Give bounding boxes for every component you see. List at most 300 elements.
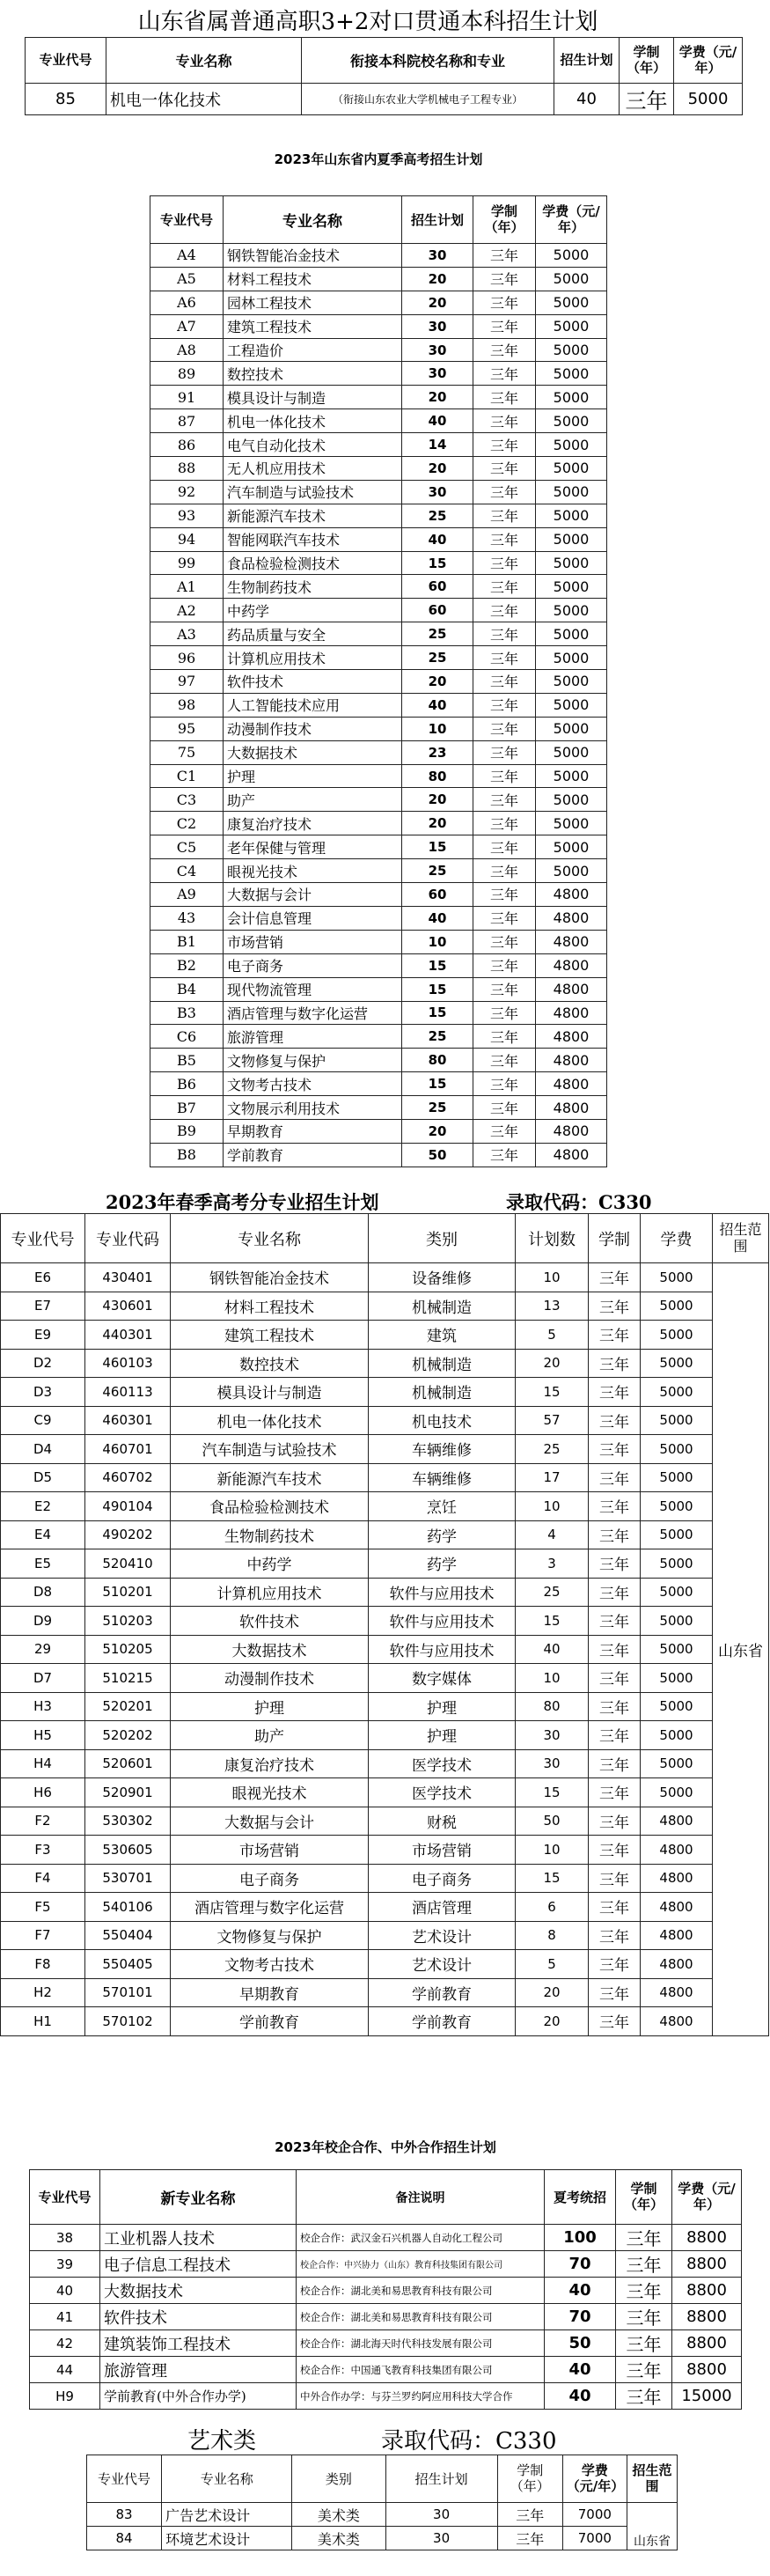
cell-years: 三年 xyxy=(589,1520,641,1549)
cell-name: 学前教育 xyxy=(224,1143,402,1167)
cell-plan: 20 xyxy=(516,1978,589,2007)
cell-plan: 10 xyxy=(516,1836,589,1865)
cell-name: 旅游管理 xyxy=(100,2357,297,2383)
cell-plan: 15 xyxy=(402,551,473,575)
cell-years: 三年 xyxy=(589,1549,641,1579)
header-cell: 学费（元/年） xyxy=(672,2170,742,2225)
table-row xyxy=(30,2357,742,2383)
table-row xyxy=(1,1520,769,1549)
cell-fee: 5000 xyxy=(536,788,607,812)
cell-plan: 10 xyxy=(516,1664,589,1693)
cell-plan: 15 xyxy=(402,1072,473,1096)
cell-plan: 25 xyxy=(402,859,473,883)
cell-code: 87 xyxy=(150,409,224,433)
cell-fee: 5000 xyxy=(536,291,607,314)
cell-note: 校企合作：湖北海天时代科技发展有限公司 xyxy=(297,2330,545,2357)
section-title: 2023年校企合作、中外合作招生计划 xyxy=(275,2139,496,2155)
cell-code: B2 xyxy=(150,953,224,977)
cell-years: 三年 xyxy=(473,764,536,788)
cell-plan: 23 xyxy=(402,740,473,764)
cell-years: 三年 xyxy=(589,1921,641,1950)
cell-code: 96 xyxy=(150,646,224,670)
cell-plan: 20 xyxy=(402,386,473,409)
cell-category: 护理 xyxy=(369,1721,516,1750)
cell-code: C3 xyxy=(150,788,224,812)
table-row xyxy=(1,1635,769,1664)
cell-years: 三年 xyxy=(589,1263,641,1292)
table-row xyxy=(1,1692,769,1721)
header-cell: 专业代号 xyxy=(87,2455,162,2503)
table-row xyxy=(150,646,607,670)
cell-code: B7 xyxy=(150,1096,224,1120)
cell-name: 电子商务 xyxy=(171,1864,369,1893)
cell-years: 三年 xyxy=(589,1321,641,1350)
cell-code: 85 xyxy=(26,84,106,115)
table-row xyxy=(150,433,607,457)
cell-code: A2 xyxy=(150,599,224,622)
cell-fee: 5000 xyxy=(641,1749,713,1778)
cell-fee: 5000 xyxy=(536,527,607,551)
cell-name: 新能源汽车技术 xyxy=(171,1463,369,1492)
cell-name: 动漫制作技术 xyxy=(171,1664,369,1693)
cell-years: 三年 xyxy=(616,2225,672,2251)
cell-years: 三年 xyxy=(589,1292,641,1321)
cell-years: 三年 xyxy=(473,788,536,812)
cell-code: A1 xyxy=(150,575,224,599)
cell-fee: 5000 xyxy=(641,1406,713,1435)
header-cell: 专业名称 xyxy=(106,38,302,84)
cell-years: 三年 xyxy=(473,599,536,622)
cell-category: 酒店管理 xyxy=(369,1893,516,1922)
header-cell: 计划数 xyxy=(516,1214,589,1263)
cell-category: 医学技术 xyxy=(369,1749,516,1778)
table-row xyxy=(150,1025,607,1049)
table-row xyxy=(1,1607,769,1636)
cell-category: 软件与应用技术 xyxy=(369,1607,516,1636)
cell-category: 设备维修 xyxy=(369,1263,516,1292)
table-row xyxy=(150,740,607,764)
cell-plan: 20 xyxy=(402,812,473,835)
cell-fee: 5000 xyxy=(536,835,607,859)
cell-plan: 30 xyxy=(402,480,473,504)
cell-region: 山东省 xyxy=(627,2503,677,2550)
table-row xyxy=(150,812,607,835)
table-row xyxy=(150,977,607,1001)
cell-fee: 4800 xyxy=(536,883,607,907)
cell-years: 三年 xyxy=(589,1950,641,1979)
cell-fee: 5000 xyxy=(536,717,607,740)
table-row xyxy=(1,1721,769,1750)
cell-code: A5 xyxy=(150,267,224,291)
header-cell: 专业代号 xyxy=(30,2170,100,2225)
cell-years: 三年 xyxy=(589,1635,641,1664)
cell-name: 计算机应用技术 xyxy=(171,1578,369,1607)
cell-fee: 5000 xyxy=(641,1692,713,1721)
table-row xyxy=(1,1406,769,1435)
table-row xyxy=(150,764,607,788)
cell-years: 三年 xyxy=(473,693,536,717)
cell-fee: 5000 xyxy=(641,1635,713,1664)
table-row xyxy=(30,2304,742,2330)
cell-name: 护理 xyxy=(171,1692,369,1721)
cell-fee: 5000 xyxy=(536,314,607,338)
cell-major-code: 530302 xyxy=(85,1807,171,1836)
cell-category: 车辆维修 xyxy=(369,1435,516,1464)
cell-name: 模具设计与制造 xyxy=(171,1378,369,1407)
header-cell: 专业名称 xyxy=(162,2455,292,2503)
cell-plan: 30 xyxy=(402,362,473,386)
cell-code: D3 xyxy=(1,1378,85,1407)
cell-fee: 5000 xyxy=(536,457,607,481)
cell-name: 电气自动化技术 xyxy=(224,433,402,457)
cell-note: 校企合作：中兴协力（山东）教育科技集团有限公司 xyxy=(297,2251,545,2278)
cell-name: 智能网联汽车技术 xyxy=(224,527,402,551)
cell-name: 工业机器人技术 xyxy=(100,2225,297,2251)
cell-code: A8 xyxy=(150,338,224,362)
header-cell: 专业名称 xyxy=(171,1214,369,1263)
header-cell: 学制（年） xyxy=(620,38,674,84)
cell-years: 三年 xyxy=(473,433,536,457)
cell-plan: 10 xyxy=(516,1263,589,1292)
cell-category: 学前教育 xyxy=(369,2007,516,2036)
cell-plan: 8 xyxy=(516,1921,589,1950)
table-row xyxy=(1,1664,769,1693)
cell-plan: 3 xyxy=(516,1549,589,1579)
cell-fee: 8800 xyxy=(672,2330,742,2357)
cell-years: 三年 xyxy=(589,1721,641,1750)
cell-code: 39 xyxy=(30,2251,100,2278)
header-cell: 招生计划 xyxy=(554,38,620,84)
table-row xyxy=(150,267,607,291)
cell-plan: 15 xyxy=(516,1778,589,1807)
cell-plan: 25 xyxy=(402,504,473,527)
cell-major-code: 510215 xyxy=(85,1664,171,1693)
cell-plan: 40 xyxy=(402,409,473,433)
header-cell: 招生计划 xyxy=(402,196,473,244)
cell-fee: 5000 xyxy=(536,244,607,268)
table-row xyxy=(30,2278,742,2304)
cell-plan: 30 xyxy=(516,1749,589,1778)
cell-years: 三年 xyxy=(589,1406,641,1435)
cell-name: 环境艺术设计 xyxy=(162,2527,292,2550)
cell-name: 电子商务 xyxy=(224,953,402,977)
cell-fee: 5000 xyxy=(536,575,607,599)
cell-name: 文物修复与保护 xyxy=(224,1049,402,1072)
cell-name: 生物制药技术 xyxy=(224,575,402,599)
cell-fee: 5000 xyxy=(536,409,607,433)
cell-category: 艺术设计 xyxy=(369,1950,516,1979)
cell-name: 机电一体化技术 xyxy=(224,409,402,433)
cell-fee: 5000 xyxy=(536,599,607,622)
cell-fee: 5000 xyxy=(641,1721,713,1750)
header-cell: 学制（年） xyxy=(616,2170,672,2225)
cell-name: 新能源汽车技术 xyxy=(224,504,402,527)
table-row xyxy=(1,1492,769,1521)
cell-code: C1 xyxy=(150,764,224,788)
cell-years: 三年 xyxy=(473,1096,536,1120)
cell-plan: 17 xyxy=(516,1463,589,1492)
cell-fee: 5000 xyxy=(536,338,607,362)
cell-fee: 5000 xyxy=(641,1520,713,1549)
header-cell: 新专业名称 xyxy=(100,2170,297,2225)
cell-name: 机电一体化技术 xyxy=(106,84,302,115)
cell-name: 电子信息工程技术 xyxy=(100,2251,297,2278)
cell-plan: 40 xyxy=(545,2383,616,2410)
table-row xyxy=(1,1349,769,1378)
header-cell: 招生范围 xyxy=(713,1214,769,1263)
cell-fee: 5000 xyxy=(536,622,607,646)
cell-plan: 60 xyxy=(402,575,473,599)
cell-years: 三年 xyxy=(473,551,536,575)
cell-major-code: 530701 xyxy=(85,1864,171,1893)
table-row xyxy=(26,84,743,115)
cell-years: 三年 xyxy=(473,906,536,930)
cell-years: 三年 xyxy=(589,1378,641,1407)
cell-major-code: 520601 xyxy=(85,1749,171,1778)
header-cell: 衔接本科院校名称和专业 xyxy=(302,38,554,84)
cell-years: 三年 xyxy=(616,2304,672,2330)
cell-name: 无人机应用技术 xyxy=(224,457,402,481)
table-row xyxy=(150,1096,607,1120)
cell-category: 艺术设计 xyxy=(369,1921,516,1950)
cell-major-code: 460103 xyxy=(85,1349,171,1378)
cell-code: C2 xyxy=(150,812,224,835)
table-row xyxy=(150,835,607,859)
cell-name: 数控技术 xyxy=(171,1349,369,1378)
cell-fee: 4800 xyxy=(536,1025,607,1049)
cell-name: 食品检验检测技术 xyxy=(224,551,402,575)
cell-code: 83 xyxy=(87,2503,162,2527)
cell-plan: 50 xyxy=(545,2330,616,2357)
cell-years: 三年 xyxy=(589,1836,641,1865)
table-row xyxy=(1,1864,769,1893)
cell-name: 建筑工程技术 xyxy=(224,314,402,338)
cell-code: E7 xyxy=(1,1292,85,1321)
cell-years: 三年 xyxy=(589,1349,641,1378)
cell-name: 眼视光技术 xyxy=(171,1778,369,1807)
section-title: 2023年春季高考分专业招生计划 xyxy=(106,1191,379,1213)
cell-years: 三年 xyxy=(473,338,536,362)
cell-code: D9 xyxy=(1,1607,85,1636)
cell-code: H4 xyxy=(1,1749,85,1778)
table-row xyxy=(1,2007,769,2036)
cell-fee: 4800 xyxy=(641,2007,713,2036)
table-row xyxy=(1,1836,769,1865)
table-row xyxy=(150,1049,607,1072)
cell-years: 三年 xyxy=(616,2330,672,2357)
cell-name: 酒店管理与数字化运营 xyxy=(224,1001,402,1025)
cell-fee: 5000 xyxy=(641,1349,713,1378)
cell-code: H2 xyxy=(1,1978,85,2007)
cell-fee: 5000 xyxy=(641,1549,713,1579)
cell-code: H5 xyxy=(1,1721,85,1750)
cell-name: 助产 xyxy=(171,1721,369,1750)
cell-code: 89 xyxy=(150,362,224,386)
cell-name: 助产 xyxy=(224,788,402,812)
cell-code: 91 xyxy=(150,386,224,409)
cell-code: A4 xyxy=(150,244,224,268)
cell-years: 三年 xyxy=(473,457,536,481)
cell-plan: 5 xyxy=(516,1950,589,1979)
cell-category: 软件与应用技术 xyxy=(369,1635,516,1664)
cell-plan: 4 xyxy=(516,1520,589,1549)
table-body xyxy=(30,2225,742,2410)
cell-name: 文物修复与保护 xyxy=(171,1921,369,1950)
cell-plan: 25 xyxy=(402,1096,473,1120)
cell-category: 护理 xyxy=(369,1692,516,1721)
cell-fee: 5000 xyxy=(641,1463,713,1492)
cell-code: 41 xyxy=(30,2304,100,2330)
header-cell: 学费 xyxy=(641,1214,713,1263)
cell-code: A6 xyxy=(150,291,224,314)
cell-plan: 50 xyxy=(402,1143,473,1167)
header-row xyxy=(26,38,743,84)
cell-years: 三年 xyxy=(473,1025,536,1049)
cell-plan: 50 xyxy=(516,1807,589,1836)
header-cell: 学费（元/年） xyxy=(536,196,607,244)
cell-name: 早期教育 xyxy=(224,1119,402,1143)
cell-years: 三年 xyxy=(473,409,536,433)
section-title: 艺术类 xyxy=(187,2428,257,2455)
cell-code: 43 xyxy=(150,906,224,930)
table-body xyxy=(87,2503,678,2550)
cell-code: H6 xyxy=(1,1778,85,1807)
cell-code: 38 xyxy=(30,2225,100,2251)
cell-major-code: 490104 xyxy=(85,1492,171,1521)
cell-plan: 40 xyxy=(402,693,473,717)
cell-years: 三年 xyxy=(473,977,536,1001)
cell-years: 三年 xyxy=(589,1864,641,1893)
cell-years: 三年 xyxy=(473,717,536,740)
header-cell: 学费（元/年） xyxy=(674,38,743,84)
table-row xyxy=(1,1378,769,1407)
header-row xyxy=(30,2170,742,2225)
cell-code: F8 xyxy=(1,1950,85,1979)
cell-fee: 4800 xyxy=(641,1893,713,1922)
cell-code: B4 xyxy=(150,977,224,1001)
cell-plan: 30 xyxy=(516,1721,589,1750)
table-row xyxy=(150,906,607,930)
cell-name: 康复治疗技术 xyxy=(171,1749,369,1778)
table-row xyxy=(1,1292,769,1321)
cell-plan: 20 xyxy=(402,788,473,812)
cell-note: 校企合作：中国通飞教育科技集团有限公司 xyxy=(297,2357,545,2383)
cell-name: 汽车制造与试验技术 xyxy=(171,1435,369,1464)
cell-years: 三年 xyxy=(497,2503,562,2527)
cell-years: 三年 xyxy=(620,84,674,115)
cell-plan: 15 xyxy=(402,1001,473,1025)
cell-name: 建筑工程技术 xyxy=(171,1321,369,1350)
cell-name: 汽车制造与试验技术 xyxy=(224,480,402,504)
cell-fee: 5000 xyxy=(536,362,607,386)
header-row xyxy=(1,1214,769,1263)
table-row xyxy=(150,622,607,646)
cell-code: E2 xyxy=(1,1492,85,1521)
cell-fee: 4800 xyxy=(536,1119,607,1143)
cell-plan: 15 xyxy=(402,953,473,977)
cell-years: 三年 xyxy=(589,1893,641,1922)
cell-code: 40 xyxy=(30,2278,100,2304)
cell-major-code: 570101 xyxy=(85,1978,171,2007)
cell-fee: 8800 xyxy=(672,2357,742,2383)
cell-fee: 4800 xyxy=(536,1001,607,1025)
header-cell: 学费（元/年） xyxy=(562,2455,627,2503)
table-row xyxy=(1,1435,769,1464)
cell-name: 广告艺术设计 xyxy=(162,2503,292,2527)
cell-name: 钢铁智能冶金技术 xyxy=(171,1263,369,1292)
cell-years: 三年 xyxy=(473,1119,536,1143)
cell-fee: 4800 xyxy=(536,1072,607,1096)
cell-plan: 20 xyxy=(402,291,473,314)
cell-code: 92 xyxy=(150,480,224,504)
cell-category: 电子商务 xyxy=(369,1864,516,1893)
cell-note: 中外合作办学：与芬兰罗约阿应用科技大学合作 xyxy=(297,2383,545,2410)
cell-category: 学前教育 xyxy=(369,1978,516,2007)
cell-years: 三年 xyxy=(589,1607,641,1636)
cell-fee: 4800 xyxy=(641,1921,713,1950)
table-row xyxy=(30,2225,742,2251)
cell-plan: 30 xyxy=(402,314,473,338)
cell-name: 中药学 xyxy=(224,599,402,622)
cell-name: 材料工程技术 xyxy=(171,1292,369,1321)
cell-years: 三年 xyxy=(589,1664,641,1693)
cell-years: 三年 xyxy=(589,1463,641,1492)
cell-category: 软件与应用技术 xyxy=(369,1578,516,1607)
cell-years: 三年 xyxy=(473,291,536,314)
cell-years: 三年 xyxy=(473,1143,536,1167)
cell-code: 44 xyxy=(30,2357,100,2383)
cell-plan: 70 xyxy=(545,2251,616,2278)
cell-fee: 5000 xyxy=(641,1607,713,1636)
cell-major-code: 520901 xyxy=(85,1778,171,1807)
cell-code: 99 xyxy=(150,551,224,575)
table-row xyxy=(150,504,607,527)
table-row xyxy=(150,409,607,433)
cell-code: C5 xyxy=(150,835,224,859)
cell-major-code: 430601 xyxy=(85,1292,171,1321)
admission-code: 录取代码：C330 xyxy=(506,1191,652,1213)
cell-plan: 25 xyxy=(402,646,473,670)
cell-fee: 4800 xyxy=(641,1836,713,1865)
cell-plan: 30 xyxy=(385,2527,497,2550)
cell-years: 三年 xyxy=(473,527,536,551)
cell-code: C6 xyxy=(150,1025,224,1049)
cell-fee: 5000 xyxy=(536,480,607,504)
table-row xyxy=(150,717,607,740)
cell-major-code: 570102 xyxy=(85,2007,171,2036)
cell-fee: 4800 xyxy=(641,1950,713,1979)
cell-plan: 60 xyxy=(402,599,473,622)
header-cell: 招生范围 xyxy=(627,2455,677,2503)
cell-plan: 40 xyxy=(402,527,473,551)
cell-code: C9 xyxy=(1,1406,85,1435)
table-row xyxy=(150,338,607,362)
cell-years: 三年 xyxy=(589,1578,641,1607)
cell-major-code: 510201 xyxy=(85,1578,171,1607)
table-row xyxy=(1,1321,769,1350)
cell-major-code: 540106 xyxy=(85,1893,171,1922)
cell-years: 三年 xyxy=(589,1435,641,1464)
cell-years: 三年 xyxy=(473,670,536,694)
cell-plan: 15 xyxy=(516,1607,589,1636)
cell-name: 文物考古技术 xyxy=(224,1072,402,1096)
admission-code: 录取代码：C330 xyxy=(381,2428,557,2455)
cell-code: F5 xyxy=(1,1893,85,1922)
cell-name: 材料工程技术 xyxy=(224,267,402,291)
cell-name: 市场营销 xyxy=(171,1836,369,1865)
cell-name: 学前教育 xyxy=(171,2007,369,2036)
cell-years: 三年 xyxy=(473,953,536,977)
